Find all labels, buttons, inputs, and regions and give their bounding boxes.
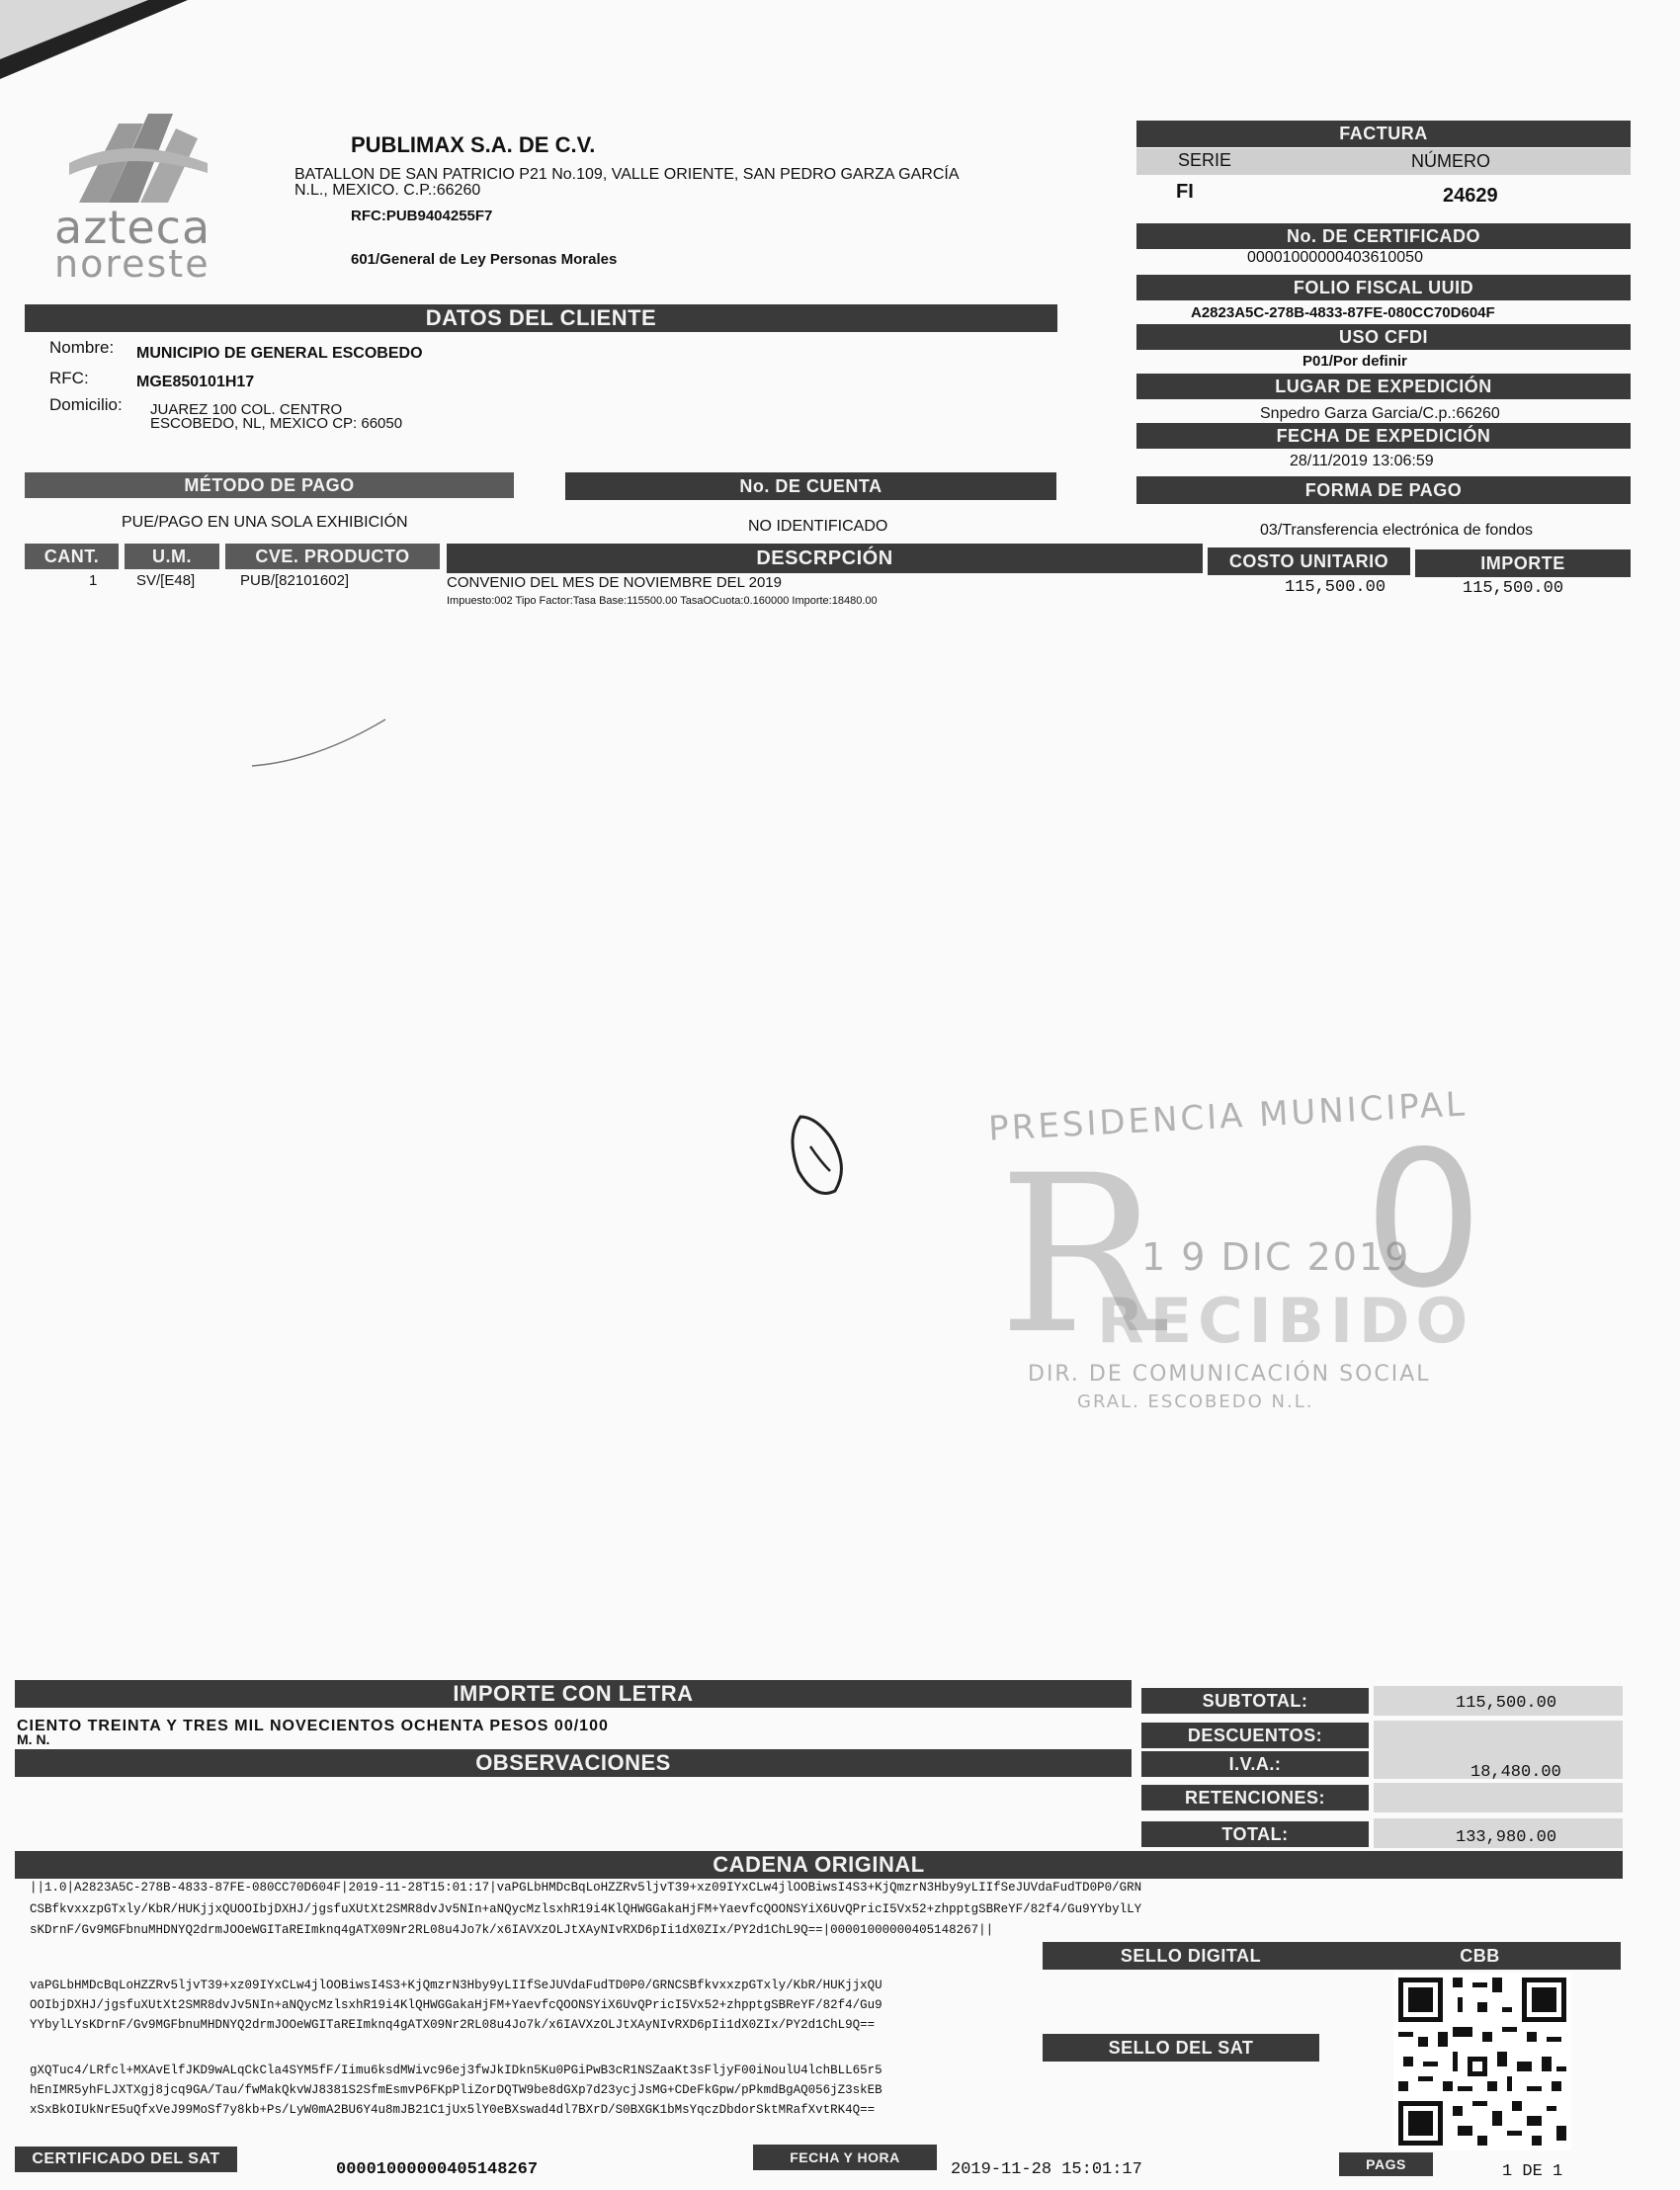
sello-sat-line-2: hEnIMR5yhFLJXTXgj8jcq9GA/Tau/fwMakQkvWJ8381S2SfmEsmvP6FKpPliZorDQTW9be8dGXp7d23ycjJsMG+CDeFkGpw/pPkmdBgAQ056jZ3skEB [30,2083,882,2097]
stamp-letter-o: 0 [1364,1111,1483,1329]
cbb-header: CBB [1339,1942,1621,1970]
col-costo-header: COSTO UNITARIO [1208,548,1410,575]
total-value: 133,980.00 [1456,1828,1557,1847]
uso-cfdi-value: P01/Por definir [1302,353,1407,370]
descuentos-cell [1374,1721,1623,1750]
iva-value: 18,480.00 [1470,1763,1561,1782]
rfc-value: MGE850101H17 [136,374,255,390]
domicilio-value-1: JUAREZ 100 COL. CENTRO [150,401,343,418]
rfc-label: RFC: [49,369,89,387]
sello-digital-header: SELLO DIGITAL [1043,1942,1339,1970]
col-desc-header: DESCRPCIÓN [447,544,1203,573]
cert-sat-label: CERTIFICADO DEL SAT [15,2147,237,2172]
qr-code-icon [1393,1973,1571,2150]
sello-sat-header: SELLO DEL SAT [1043,2034,1319,2062]
stamp-word: RECIBIDO [1097,1285,1474,1357]
item-desc: CONVENIO DEL MES DE NOVIEMBRE DEL 2019 [447,574,782,591]
col-cant-header: CANT. [25,544,119,569]
stamp-top-text: PRESIDENCIA MUNICIPAL [987,1084,1469,1149]
item-cve: PUB/[82101602] [240,572,350,589]
item-um: SV/[E48] [136,572,196,589]
pags-label: PAGS [1339,2152,1433,2176]
nombre-label: Nombre: [49,338,115,357]
datos-cliente-header: DATOS DEL CLIENTE [25,304,1057,332]
issuer-regimen: 601/General de Ley Personas Morales [351,251,618,268]
logo-text-noreste: noreste [54,242,210,286]
sello-digital-line-2: OOIbjDXHJ/jgsfuXUtXt2SMR8dvJv5NIn+aNQycMzlsxhR19i4KlQHWGGakaHjFM+YaevfcQOONSYiX6UvQPricI5Vx52+zhpptgSBReYF/82f4/Gu9 [30,1998,882,2012]
item-importe: 115,500.00 [1463,579,1564,598]
domicilio-label: Domicilio: [49,395,123,414]
item-cant: 1 [89,572,98,589]
cuenta-value: NO IDENTIFICADO [748,518,888,535]
certificado-value: 00001000000403610050 [1247,249,1423,266]
numero-value: 24629 [1443,185,1498,207]
forma-pago-value: 03/Transferencia electrónica de fondos [1260,522,1534,539]
domicilio-value-2: ESCOBEDO, NL, MEXICO CP: 66050 [150,415,403,432]
lugar-header: LUGAR DE EXPEDICIÓN [1136,374,1631,399]
cadena-original-line-2: CSBfkvxxzpGTxly/KbR/HUKjjxQUOOIbjDXHJ/jgsfuXUtXt2SMR8dvJv5NIn+aNQycMzlsxhR19i4KlQHWGGakaHjFM+YaevfcQOONSYiX6UvQPricI5Vx52+zhpptgSBReYF/82f4/Gu9YYbylLY [30,1902,1142,1916]
subtotal-value: 115,500.00 [1456,1694,1557,1713]
logo-text-azteca: azteca [54,201,211,254]
forma-pago-header: FORMA DE PAGO [1136,476,1631,504]
importe-letra-header: IMPORTE CON LETRA [15,1680,1132,1708]
sello-sat-line-1: gXQTuc4/LRfcl+MXAvElfJKD9wALqCkCla4SYM5fF/Iimu6ksdMWivc96ej3fwJkIDkn5Ku0PGiPwB3cR1NSZaaKt3sFljyF00iNoulU4lchBLL65r5 [30,2064,882,2077]
pen-stroke [247,712,395,771]
numero-label: NÚMERO [1411,151,1490,171]
handwritten-mark [781,1107,860,1206]
subtotal-label: SUBTOTAL: [1141,1688,1369,1714]
fecha-expedicion-header: FECHA DE EXPEDICIÓN [1136,423,1631,449]
received-stamp [978,1084,1483,1433]
fecha-hora-label: FECHA Y HORA [753,2145,937,2170]
item-desc-detail: Impuesto:002 Tipo Factor:Tasa Base:115500.00 TasaOCuota:0.160000 Importe:18480.00 [447,595,878,607]
importe-letra-value: CIENTO TREINTA Y TRES MIL NOVECIENTOS OCHENTA PESOS 00/100 [17,1718,609,1734]
iva-label: I.V.A.: [1141,1751,1369,1777]
retenciones-label: RETENCIONES: [1141,1785,1369,1811]
col-importe-header: IMPORTE [1415,549,1631,577]
page-corner-fold-light [0,0,148,59]
descuentos-label: DESCUENTOS: [1141,1723,1369,1748]
fecha-hora-value: 2019-11-28 15:01:17 [951,2160,1142,2179]
sello-digital-line-1: vaPGLbHMDcBqLoHZZRv5ljvT39+xz09IYxCLw4jlOOBiwsI4S3+KjQmzrN3Hby9yLIIfSeJUVdaFudTD0P0/GRNCSBfkvxxzpGTxly/KbR/HUKjjxQU [30,1979,882,1992]
total-label: TOTAL: [1141,1821,1369,1847]
issuer-rfc: RFC:PUB9404255F7 [351,208,493,224]
cert-sat-value: 00001000000405148267 [336,2160,539,2179]
metodo-pago-value: PUE/PAGO EN UNA SOLA EXHIBICIÓN [122,514,408,531]
sello-digital-line-3: YYbylLYsKDrnF/Gv9MGFbnuMHDNYQ2drmJOOeWGITaREImknq4gATX09Nr2RL08u4Jo7k/x6IAVXzOLJtXAyNIvRXD6pIi1dX0ZIx/PY2d1ChL9Q== [30,2018,876,2032]
item-costo: 115,500.00 [1285,578,1386,597]
sello-sat-line-3: xSxBkOIUkNrE5uQfxVeJ99MoSf7y8kb+Ps/LyW0mA2BU6Y4u8mJB21C1jUx5lY0eBXswad4dl7BXrD/S0BXGK1bMsYqczDbdorSktMRafXvtRK4Q== [30,2103,876,2117]
fecha-expedicion-value: 28/11/2019 13:06:59 [1290,453,1434,469]
factura-header: FACTURA [1136,121,1631,147]
uso-cfdi-header: USO CFDI [1136,324,1631,350]
retenciones-cell [1374,1783,1623,1812]
serie-value: FI [1176,181,1194,203]
uuid-value: A2823A5C-278B-4833-87FE-080CC70D604F [1191,304,1495,321]
col-cve-header: CVE. PRODUCTO [225,544,440,569]
certificado-header: No. DE CERTIFICADO [1136,223,1631,249]
stamp-date: 1 9 DIC 2019 [1141,1235,1411,1279]
serie-label: SERIE [1178,150,1232,170]
issuer-address-2: N.L., MEXICO. C.P.:66260 [294,182,481,199]
pags-value: 1 DE 1 [1502,2162,1563,2181]
stamp-bottom-1: DIR. DE COMUNICACIÓN SOCIAL [1028,1362,1431,1387]
cuenta-header: No. DE CUENTA [565,472,1056,500]
cadena-original-line-1: ||1.0|A2823A5C-278B-4833-87FE-080CC70D604F|2019-11-28T15:01:17|vaPGLbHMDcBqLoHZZRv5ljvT39+xz09IYxCLw4jlOOBiwsI4S3+KjQmzrN3Hby9yLIIfSeJUVdaFudTD0P0/GRN [30,1881,1142,1895]
issuer-address-1: BATALLON DE SAN PATRICIO P21 No.109, VALLE ORIENTE, SAN PEDRO GARZA GARCÍA [294,166,960,183]
logo-mark-icon [49,104,217,212]
lugar-value: Snpedro Garza Garcia/C.p.:66260 [1260,405,1500,422]
cadena-original-line-3: sKDrnF/Gv9MGFbnuMHDNYQ2drmJOOeWGITaREImknq4gATX09Nr2RL08u4Jo7k/x6IAVXzOLJtXAyNIvRXD6pIi1dX0ZIx/PY2d1ChL9Q==|00001000000405148267|| [30,1923,994,1937]
azteca-logo [49,104,217,287]
uuid-header: FOLIO FISCAL UUID [1136,275,1631,300]
metodo-pago-header: MÉTODO DE PAGO [25,472,514,498]
stamp-bottom-2: GRAL. ESCOBEDO N.L. [1077,1391,1314,1412]
observaciones-header: OBSERVACIONES [15,1749,1132,1777]
issuer-name: PUBLIMAX S.A. DE C.V. [351,132,596,157]
cadena-original-header: CADENA ORIGINAL [15,1851,1623,1879]
importe-letra-value-2: M. N. [17,1731,50,1747]
table-row [0,568,1680,608]
nombre-value: MUNICIPIO DE GENERAL ESCOBEDO [136,345,423,362]
col-um-header: U.M. [125,544,219,569]
stamp-letter-r: R [998,1129,1162,1382]
